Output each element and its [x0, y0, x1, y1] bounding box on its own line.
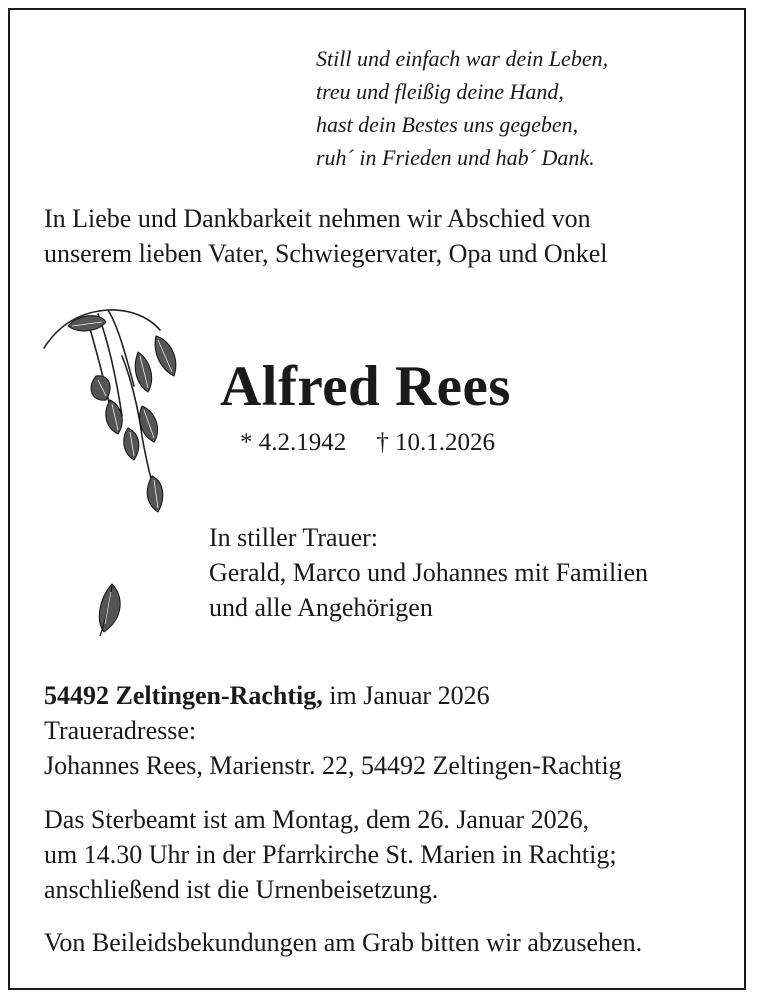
address-contact: Johannes Rees, Marienstr. 22, 54492 Zeltingen-Rachtig	[44, 751, 622, 780]
poem-line: hast dein Bestes uns gegeben,	[316, 112, 579, 137]
deceased-name: Alfred Rees	[220, 355, 511, 418]
service-line: um 14.30 Uhr in der Pfarrkirche St. Marien in Rachtig;	[44, 840, 617, 869]
mourners-line: Gerald, Marco und Johannes mit Familien	[209, 558, 649, 587]
poem-line: treu und fleißig deine Hand,	[316, 79, 564, 104]
intro-line: unserem lieben Vater, Schwiegervater, Opa und Onkel	[44, 239, 608, 268]
address-block	[44, 678, 622, 783]
intro-text	[44, 201, 607, 271]
poem	[316, 42, 608, 174]
service-info	[44, 802, 617, 907]
closing-note: Von Beileidsbekundungen am Grab bitten wir abzusehen.	[44, 928, 643, 957]
poem-line: ruh´ in Frieden und hab´ Dank.	[316, 145, 595, 170]
place-date: im Januar 2026	[322, 681, 490, 710]
mourners-block	[209, 520, 648, 625]
birch-branch-icon	[38, 296, 188, 526]
place-date-line	[44, 678, 622, 713]
service-line: anschließend ist die Urnenbeisetzung.	[44, 875, 439, 904]
death-date: † 10.1.2026	[376, 429, 495, 456]
service-line: Das Sterbeamt ist am Montag, dem 26. Januar 2026,	[44, 805, 590, 834]
mourners-line: und alle Angehörigen	[209, 593, 433, 622]
intro-line: In Liebe und Dankbarkeit nehmen wir Abschied von	[44, 204, 591, 233]
address-label: Traueradresse:	[44, 716, 197, 745]
poem-line: Still und einfach war dein Leben,	[316, 46, 609, 71]
place-name: 54492 Zeltingen-Rachtig,	[44, 681, 323, 710]
falling-leaf-icon	[90, 582, 130, 638]
life-dates	[240, 426, 495, 460]
birth-date: * 4.2.1942	[240, 429, 347, 456]
mourners-heading: In stiller Trauer:	[209, 523, 378, 552]
